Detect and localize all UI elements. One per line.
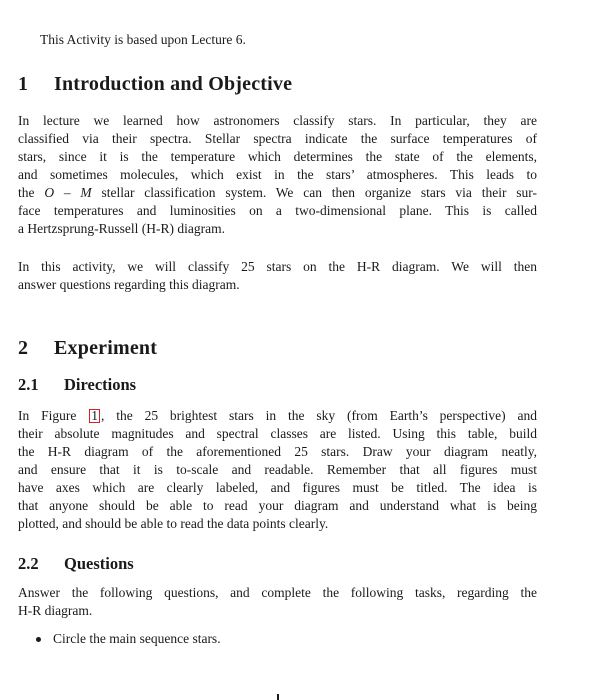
subsection-2-2-heading — [18, 554, 134, 574]
text-line: their absolute magnitudes and spectral classes are listed. Using this table, build — [18, 426, 537, 441]
questions-bullet-list — [36, 631, 221, 647]
text-line: H-R diagram. — [18, 603, 93, 618]
section-1-paragraph-2 — [18, 258, 537, 294]
text-line: and sometimes molecules, which exist in the stars’ atmospheres. This leads to — [18, 167, 537, 182]
subsection-2-2-number: 2.2 — [18, 554, 39, 573]
section-2-heading — [18, 337, 157, 360]
section-1-number: 1 — [18, 73, 29, 95]
section-2-title: Experiment — [54, 337, 158, 359]
subsection-2-1-paragraph — [18, 407, 537, 533]
subsection-2-1-title: Directions — [64, 375, 137, 394]
text-span: the — [18, 185, 45, 200]
subsection-2-1-number: 2.1 — [18, 375, 39, 394]
text-line: classified via their spectra. Stellar spectra indicate the surface temperatures of — [18, 131, 537, 146]
text-line: and ensure that it is to-scale and readable. Remember that all figures must — [18, 462, 537, 477]
subsection-2-1-heading — [18, 375, 136, 395]
bullet-icon — [36, 637, 41, 642]
text-line: the H-R diagram of the aforementioned 25 stars. Draw your diagram neatly, — [18, 444, 537, 459]
text-line: answer questions regarding this diagram. — [18, 277, 240, 292]
text-line: Answer the following questions, and complete the following tasks, regarding the — [18, 585, 537, 600]
classification-math: O – M — [44, 185, 92, 200]
figure-reference-link[interactable]: 1 — [91, 408, 98, 423]
text-line: have axes which are clearly labeled, and figures must be titled. The idea is — [18, 480, 537, 495]
text-span: In Figure — [18, 408, 77, 423]
section-1-title: Introduction and Objective — [54, 73, 293, 95]
subsection-2-2-paragraph — [18, 584, 537, 620]
section-1-heading — [18, 73, 292, 96]
list-item — [36, 631, 221, 647]
text-line — [18, 407, 537, 425]
text-line: In this activity, we will classify 25 stars on the H-R diagram. We will then — [18, 259, 537, 274]
text-line: In lecture we learned how astronomers classify stars. In particular, they are — [18, 113, 537, 128]
text-span: stellar classification system. We can then organize stars via their sur- — [91, 185, 538, 200]
text-line: stars, since it is the temperature which determines the state of the elements, — [18, 149, 537, 164]
text-span: , the 25 brightest stars in the sky (from Earth’s perspective) and — [100, 408, 538, 423]
text-line: plotted, and should be able to read the data points clearly. — [18, 516, 329, 531]
text-line: that anyone should be able to read your diagram and understand what is being — [18, 498, 537, 513]
section-2-number: 2 — [18, 337, 29, 359]
section-1-paragraph-1 — [18, 112, 537, 238]
page-edge-mark — [277, 694, 279, 700]
text-line: face temperatures and luminosities on a two-dimensional plane. This is called — [18, 203, 537, 218]
subsection-2-2-title: Questions — [64, 554, 134, 573]
text-line: a Hertzsprung-Russell (H-R) diagram. — [18, 221, 225, 236]
bullet-text: Circle the main sequence stars. — [53, 631, 221, 646]
text-line — [18, 184, 537, 202]
intro-text: This Activity is based upon Lecture 6. — [40, 32, 246, 47]
